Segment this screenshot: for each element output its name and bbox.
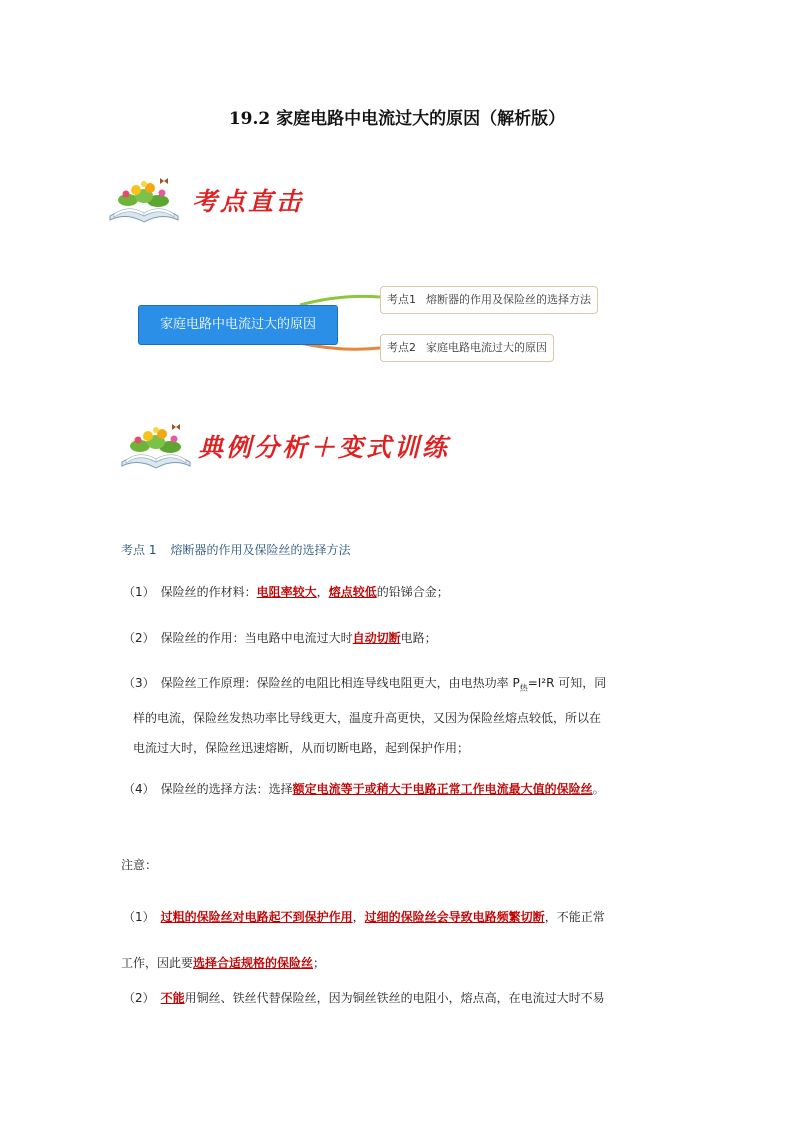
highlight-melting-point: 熔点较低 <box>328 585 377 599</box>
point-1-material: （1） 保险丝的作材料：电阻率较大，熔点较低的铅锑合金； <box>123 585 449 599</box>
section-title-dianli: 典例分析＋变式训练 <box>198 433 451 462</box>
section-title-kaodian: 考点直击 <box>192 187 305 216</box>
note-2: （2） 不能用铜丝、铁丝代替保险丝，因为铜丝铁丝的电阻小，熔点高，在电流过大时不易 <box>123 991 605 1005</box>
section-header-kaodian <box>106 176 366 228</box>
note-label: 注意： <box>121 858 158 872</box>
mindmap-branch-2 <box>380 334 554 362</box>
page-title: 19.2 家庭电路中电流过大的原因（解析版） <box>228 109 566 129</box>
highlight-resistivity: 电阻率较大 <box>256 585 317 599</box>
branch-1-text: 熔断器的作用及保险丝的选择方法 <box>426 293 591 306</box>
point-4-selection: （4） 保险丝的选择方法：选择额定电流等于或稍大于电路正常工作电流最大值的保险丝。 <box>123 782 605 796</box>
highlight-cannot: 不能 <box>160 991 185 1005</box>
topic-1-text: 熔断器的作用及保险丝的选择方法 <box>170 543 351 557</box>
topic-1-num: 考点 1 <box>121 543 157 557</box>
point-2-function: （2） 保险丝的作用：当电路中电流过大时自动切断电路； <box>123 631 437 645</box>
branch-2-key: 考点2 <box>387 341 416 354</box>
topic-1-heading <box>121 541 350 558</box>
branch-1-key: 考点1 <box>387 293 416 306</box>
connector-branch-1 <box>300 296 380 305</box>
book-flower-icon <box>106 176 182 224</box>
book-flower-icon <box>118 422 194 470</box>
mindmap-branch-1 <box>380 286 598 314</box>
highlight-thin-fuse: 过细的保险丝会导致电路频繁切断 <box>364 910 545 924</box>
highlight-rated-current: 额定电流等于或稍大于电路正常工作电流最大值的保险丝 <box>292 782 593 796</box>
highlight-auto-cut: 自动切断 <box>352 631 401 645</box>
note-1: （1） 过粗的保险丝对电路起不到保护作用，过细的保险丝会导致电路频繁切断，不能正常 工作，因此要选择合适规格的保险丝； <box>121 910 605 970</box>
highlight-thick-fuse: 过粗的保险丝对电路起不到保护作用 <box>160 910 353 924</box>
branch-2-text: 家庭电路电流过大的原因 <box>426 341 547 354</box>
point-3-principle: （3） 保险丝工作原理：保险丝的电阻比相连导线电阻更大，由电热功率 $P_热=I^2R$ 可知，同 样的电流，保险丝发热功率比导线更大，温度升高更快，又因为保险丝熔点较低，所以在 电流过大时，保险丝迅速熔断，从而切断电路，起到保护作用； <box>123 676 607 756</box>
section-header-dianli <box>118 422 498 474</box>
mindmap-root-node: 家庭电路中电流过大的原因 <box>138 305 338 345</box>
highlight-proper-fuse: 选择合适规格的保险丝 <box>193 956 314 970</box>
